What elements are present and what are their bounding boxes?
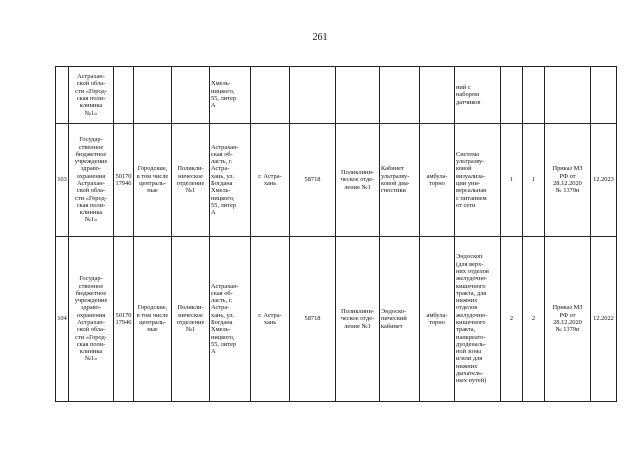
cell-organization bbox=[69, 237, 114, 402]
cell-line: Астра- bbox=[211, 304, 230, 312]
cell-line: централь- bbox=[139, 319, 166, 326]
cell-line: дыхатель- bbox=[456, 370, 484, 378]
cell-line: ственное bbox=[78, 282, 104, 290]
cell-line: здраво- bbox=[81, 304, 101, 312]
cell-line: Эндоско- bbox=[381, 308, 407, 316]
cell-code bbox=[114, 237, 134, 402]
cell-line: №1 bbox=[185, 326, 196, 334]
cell-line: Приказ МЗ bbox=[552, 304, 583, 312]
cell-line: амбула- bbox=[426, 311, 448, 319]
cell-line: охранения bbox=[76, 311, 106, 319]
cell-line: них отделов bbox=[456, 267, 489, 275]
cell-line: Астра- bbox=[211, 165, 230, 173]
cell-line: желудочно- bbox=[456, 311, 488, 319]
table-row bbox=[56, 124, 617, 237]
cell-line: в том числе bbox=[136, 172, 169, 180]
cell-line: Богдана bbox=[211, 180, 233, 187]
cell-line: желудочно- bbox=[456, 275, 488, 283]
cell-qty-available: 2 bbox=[523, 237, 545, 402]
cell-line: гностики bbox=[381, 187, 406, 195]
cell-line: тракта, для bbox=[456, 289, 487, 297]
cell-settlement-type bbox=[134, 237, 172, 402]
cell-line: Астрахан- bbox=[77, 319, 105, 326]
cell-line: РФ от bbox=[559, 172, 576, 180]
cell-line: от сети bbox=[456, 201, 476, 209]
cell-line: дуоденаль- bbox=[456, 340, 486, 348]
cell-line: № 1379н bbox=[555, 326, 580, 334]
cell-line: А bbox=[211, 102, 216, 110]
table-row bbox=[56, 237, 617, 402]
cell-line: хань, ул. bbox=[211, 172, 235, 180]
cell-equipment bbox=[455, 124, 501, 237]
cell-line: ний с bbox=[456, 84, 471, 92]
cell-line: панкреато- bbox=[456, 333, 486, 341]
cell-line: ные bbox=[147, 187, 158, 195]
cell-line: Богдана bbox=[211, 319, 233, 326]
cell-line: Хмель- bbox=[211, 326, 231, 334]
cell-organization bbox=[69, 124, 114, 237]
cell-line: Поликлини- bbox=[340, 308, 375, 316]
cell-line: учреждение bbox=[74, 297, 108, 305]
cell-city bbox=[251, 124, 290, 237]
cell-address bbox=[210, 124, 251, 237]
cell-line: Государ- bbox=[79, 136, 103, 144]
cell-line: ницкого, bbox=[211, 333, 235, 341]
cell-line: централь- bbox=[139, 180, 166, 187]
cell-line: бюджетное bbox=[75, 150, 107, 158]
cell-line: №1 bbox=[185, 187, 196, 195]
cell-line: ческое отде- bbox=[340, 176, 375, 184]
cell-line: Городские, bbox=[137, 165, 168, 173]
table-row bbox=[56, 67, 617, 124]
cell-line: 28.12.2020 bbox=[553, 319, 582, 326]
cell-line: Астрахан- bbox=[211, 143, 239, 151]
cell-line: Городские, bbox=[137, 304, 168, 312]
cell-address bbox=[210, 237, 251, 402]
cell-line: г. Астра- bbox=[258, 172, 282, 180]
cell-line: нижних bbox=[456, 362, 478, 370]
cell-line: ская об- bbox=[211, 150, 233, 158]
cell-qty-required: 1 bbox=[501, 124, 523, 237]
cell-care-form bbox=[420, 237, 455, 402]
cell-oktmo: 58718 bbox=[290, 237, 336, 402]
cell-line: ные bbox=[147, 326, 158, 334]
cell-line: г. Астра- bbox=[258, 311, 282, 319]
cell-line: учреждение bbox=[74, 158, 108, 166]
cell-address bbox=[210, 67, 251, 124]
cell-line: 28.12.2020 bbox=[553, 180, 582, 187]
cell-line: хань, ул. bbox=[211, 311, 235, 319]
cell-line: ление №1 bbox=[344, 322, 371, 330]
cell-qty-required: 2 bbox=[501, 237, 523, 402]
page-number: 261 bbox=[312, 32, 328, 43]
cell-line: сти «Город- bbox=[75, 333, 107, 341]
cell-line: ской обла- bbox=[76, 80, 106, 88]
cell-line: РФ от bbox=[559, 311, 576, 319]
cell-line: пический bbox=[381, 315, 407, 323]
cell-line: Кабинет bbox=[381, 165, 404, 173]
cell-line: ницкого, bbox=[211, 194, 235, 202]
cell-line: визуализа- bbox=[456, 172, 485, 180]
cell-line: клиника bbox=[79, 209, 103, 217]
cell-number: 104 bbox=[56, 237, 69, 402]
cell-line: (для верх- bbox=[456, 260, 484, 268]
cell-line: ление №1 bbox=[344, 183, 371, 191]
cell-date: 12.2023 bbox=[591, 124, 617, 237]
cell-line: здраво- bbox=[81, 165, 101, 173]
cell-line: ласть, г. bbox=[211, 158, 233, 166]
cell-line: отделов bbox=[456, 304, 478, 312]
cell-room bbox=[380, 124, 420, 237]
cell-room bbox=[380, 237, 420, 402]
cell-line: и/или для bbox=[456, 355, 483, 363]
cell-line: ласть, г. bbox=[211, 297, 233, 305]
cell-code bbox=[114, 124, 134, 237]
cell-line: Поликли- bbox=[177, 165, 204, 173]
cell-line: ции уни- bbox=[456, 180, 481, 187]
cell-line: ской обла- bbox=[76, 187, 106, 195]
cell-line: ковой bbox=[456, 165, 472, 173]
cell-line: охранения bbox=[76, 172, 106, 180]
cell-line: ницкого, bbox=[211, 87, 235, 95]
cell-line: сти «Город- bbox=[75, 194, 107, 202]
cell-line: хань bbox=[263, 180, 277, 187]
cell-line: нижних bbox=[456, 297, 478, 305]
cell-line: 17946 bbox=[115, 319, 132, 326]
cell-line: сти «Город- bbox=[75, 87, 107, 95]
cell-line: амбула- bbox=[426, 172, 448, 180]
cell-line: ной зоны bbox=[456, 348, 482, 356]
cell-line: кабинет bbox=[381, 322, 403, 330]
cell-line: ческое отде- bbox=[340, 315, 375, 323]
cell-line: Астрахан- bbox=[77, 73, 105, 81]
cell-line: № 1379н bbox=[555, 187, 580, 195]
cell-line: отделение bbox=[176, 180, 205, 187]
cell-line: А bbox=[211, 348, 216, 356]
cell-oktmo: 58718 bbox=[290, 124, 336, 237]
cell-line: 55, литер bbox=[211, 340, 237, 348]
cell-line: 50170 bbox=[115, 311, 132, 319]
cell-line: торно bbox=[429, 180, 445, 187]
cell-line: Хмель- bbox=[211, 187, 231, 195]
cell-line: Поликли- bbox=[177, 304, 204, 312]
cell-line: бюджетное bbox=[75, 289, 107, 297]
cell-qty-available: 1 bbox=[523, 124, 545, 237]
cell-line: ковой диа- bbox=[381, 180, 410, 187]
cell-line: кишечного bbox=[456, 282, 486, 290]
cell-line: Поликлини- bbox=[340, 169, 375, 177]
cell-equipment bbox=[455, 67, 501, 124]
cell-subdivision bbox=[336, 237, 380, 402]
cell-line: 55, литер bbox=[211, 201, 237, 209]
cell-order bbox=[545, 124, 591, 237]
cell-line: Система bbox=[456, 150, 479, 158]
cell-line: клиника bbox=[79, 348, 103, 356]
cell-line: датчиков bbox=[456, 98, 481, 106]
cell-line: ская об- bbox=[211, 289, 233, 297]
cell-equipment bbox=[455, 237, 501, 402]
cell-line: 17946 bbox=[115, 180, 132, 187]
cell-line: торно bbox=[429, 319, 445, 326]
cell-line: 55, литер bbox=[211, 95, 237, 102]
cell-number: 103 bbox=[56, 124, 69, 237]
cell-settlement-type bbox=[134, 124, 172, 237]
cell-line: Астрахан- bbox=[211, 282, 239, 290]
cell-department bbox=[172, 124, 210, 237]
cell-line: в том числе bbox=[136, 311, 169, 319]
cell-line: набором bbox=[456, 91, 480, 99]
cell-line: Государ- bbox=[79, 275, 103, 283]
cell-line: с питанием bbox=[456, 194, 487, 202]
cell-line: №1» bbox=[84, 216, 98, 224]
cell-line: ственное bbox=[78, 143, 104, 151]
cell-subdivision bbox=[336, 124, 380, 237]
cell-line: ных путей) bbox=[456, 377, 487, 385]
cell-line: клиника bbox=[79, 102, 103, 110]
cell-department bbox=[172, 237, 210, 402]
cell-line: отделение bbox=[176, 319, 205, 326]
cell-line: ская поли- bbox=[76, 340, 106, 348]
cell-line: №1» bbox=[84, 109, 98, 117]
cell-line: ская поли- bbox=[76, 201, 106, 209]
cell-line: версальная bbox=[456, 187, 487, 195]
cell-line: тракта, bbox=[456, 326, 476, 334]
cell-line: хань bbox=[263, 319, 277, 326]
cell-care-form bbox=[420, 124, 455, 237]
cell-order bbox=[545, 237, 591, 402]
equipment-table bbox=[55, 66, 617, 402]
cell-line: кишечного bbox=[456, 319, 486, 326]
cell-line: ская поли- bbox=[76, 95, 106, 102]
cell-line: А bbox=[211, 209, 216, 217]
cell-line: ской обла- bbox=[76, 326, 106, 334]
cell-line: ническое bbox=[178, 172, 203, 180]
cell-line: ультразву- bbox=[381, 172, 410, 180]
cell-city bbox=[251, 237, 290, 402]
cell-line: Приказ МЗ bbox=[552, 165, 583, 173]
cell-line: №1» bbox=[84, 355, 98, 363]
cell-date: 12.2022 bbox=[591, 237, 617, 402]
cell-line: Хмель- bbox=[211, 80, 231, 88]
cell-organization bbox=[69, 67, 114, 124]
cell-line: ультразву- bbox=[456, 158, 485, 166]
cell-line: Астрахан- bbox=[77, 180, 105, 187]
cell-line: 50170 bbox=[115, 172, 132, 180]
cell-line: Эндоскоп bbox=[456, 253, 483, 261]
cell-line: ническое bbox=[178, 311, 203, 319]
